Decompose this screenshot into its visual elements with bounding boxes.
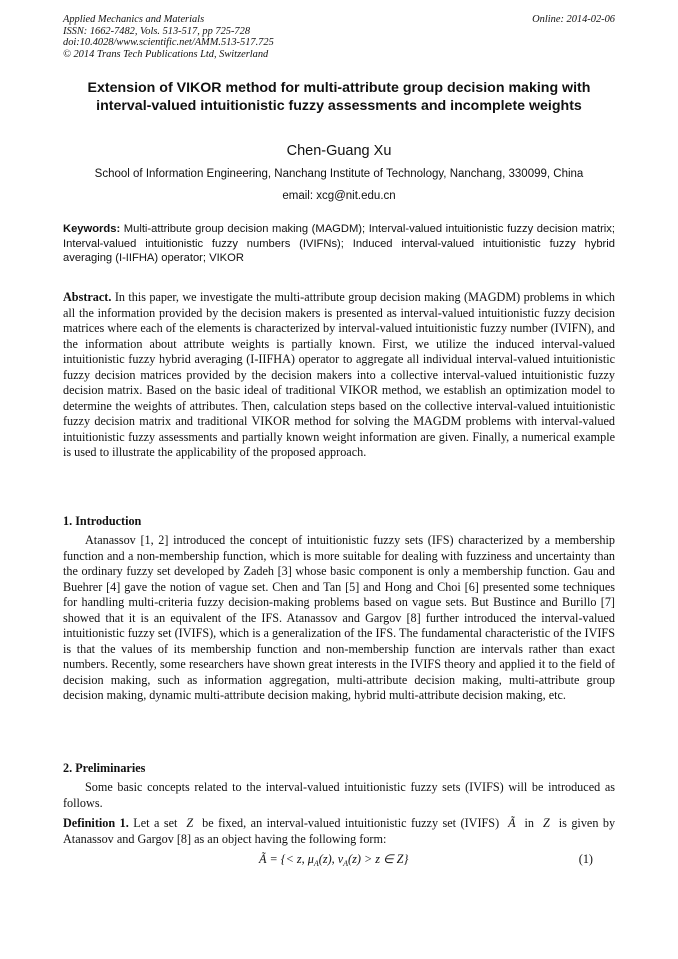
var-z-2: Z — [542, 816, 550, 830]
section-heading-preliminaries: 2. Preliminaries — [63, 761, 146, 775]
journal-doi: doi:10.4028/www.scientific.net/AMM.513-517.725 — [63, 37, 274, 49]
author-email: email: xcg@nit.edu.cn — [282, 190, 396, 202]
definition-text-3: in — [524, 816, 535, 830]
journal-header — [63, 14, 615, 60]
keywords-text: Multi-attribute group decision making (MAGDM); Interval-valued intuitionistic fuzzy decision matrix; Interval-valued intuitionistic fuzzy numbers (IVIFNs); Induced interval-valued intuitionistic fuzzy hybrid averaging (I-IIFHA) operator; VIKOR — [63, 223, 615, 264]
section-heading-introduction: 1. Introduction — [63, 514, 142, 528]
definition-1 — [63, 816, 615, 847]
definition-text-4: is given by Atanassov and Gargov [8] as an object having the following form: — [63, 816, 616, 846]
author-affiliation: School of Information Engineering, Nanchang Institute of Technology, Nanchang, 330099, China — [94, 168, 584, 180]
var-z: Z — [186, 816, 194, 830]
eq-sub-2: A — [343, 859, 349, 868]
var-a: Ã — [508, 816, 516, 830]
online-date: Online: 2014-02-06 — [532, 14, 615, 25]
keywords — [63, 222, 615, 266]
journal-issn: ISSN: 1662-7482, Vols. 513-517, pp 725-728 — [63, 25, 251, 37]
eq-lhs: Ã = {< z, μ — [259, 852, 314, 866]
paper-title: Extension of VIKOR method for multi-attribute group decision making with interval-valued intuitionistic fuzzy assessments and incomplete weights — [87, 80, 591, 114]
definition-label: Definition 1. — [63, 816, 129, 830]
equation-formula — [259, 852, 408, 868]
preliminaries-paragraph: Some basic concepts related to the interval-valued intuitionistic fuzzy sets (IVIFS) will be introduced as follows. — [63, 780, 615, 810]
definition-text-2: be fixed, an interval-valued intuitionistic fuzzy set (IVIFS) — [202, 816, 500, 830]
paper-author: Chen-Guang Xu — [286, 143, 392, 159]
abstract-label: Abstract. — [63, 290, 112, 304]
equation-1 — [63, 852, 615, 870]
abstract-text: In this paper, we investigate the multi-attribute group decision making (MAGDM) problems in which all the information provided by the decision makers is presented as interval-valued intuitionistic fuzzy decision matrices where each of the elements is characterized by interval-valued intuitionistic fuzzy number (IVIFN), and the information about attribute weights is partially known. First, we utilize the induced interval-valued intuitionistic fuzzy hybrid averaging (I-IIFHA) operator to aggregate all individual interval-valued intuitionistic fuzzy decision matrices provided by the decision makers into a collective interval-valued intuitionistic fuzzy decision matrix. Based on the basic ideal of traditional VIKOR method, we establish an optimization model to determine the weights of attributes. Then, calculation steps based on the collective interval-valued intuitionistic fuzzy decision matrix and traditional VIKOR method for solving the MAGDM problems with interval-valued intuitionistic fuzzy assessments and partially known weight information are given. Finally, a numerical example is used to illustrate the applicability of the proposed approach. — [63, 290, 616, 460]
journal-name: Applied Mechanics and Materials — [63, 14, 205, 25]
introduction-paragraph: Atanassov [1, 2] introduced the concept of intuitionistic fuzzy sets (IFS) characterized by a membership function and a non-membership function, which is more suitable for dealing with fuzziness and uncertainty than the ordinary fuzzy set developed by Zadeh [3] whose basic component is only a membership function. Gau and Buehrer [4] gave the notion of vague set. Chen and Tan [5] and Hong and Choi [6] presented some techniques for handling multi-criteria fuzzy decision-making problems based on vague sets. But Bustince and Burillo [7] showed that it is an equivalent of the IFS. Atanassov and Gargov [8] further introduced the interval-valued intuitionistic fuzzy set (IVIFS), which is a generalization of the IFS. The fundamental characteristic of the IVIFS is that the values of its membership function and non-membership function are intervals rather than exact numbers. Recently, some researchers have shown great interests in the IVIFS theory and applied it to the field of decision making, such as information aggregation, multi-attribute decision making, multi-attribute group decision making, dynamic multi-attribute decision making, hybrid multi-attribute decision making, etc. — [63, 533, 615, 703]
equation-number: (1) — [578, 852, 593, 866]
journal-copyright: © 2014 Trans Tech Publications Ltd, Switzerland — [63, 48, 269, 60]
keywords-label: Keywords: — [63, 223, 121, 235]
definition-text-1: Let a set — [133, 816, 178, 830]
eq-rhs: (z) > z ∈ Z} — [348, 852, 409, 866]
eq-mid: (z), ν — [318, 852, 344, 866]
eq-sub-1: A — [313, 859, 319, 868]
abstract — [63, 290, 615, 461]
